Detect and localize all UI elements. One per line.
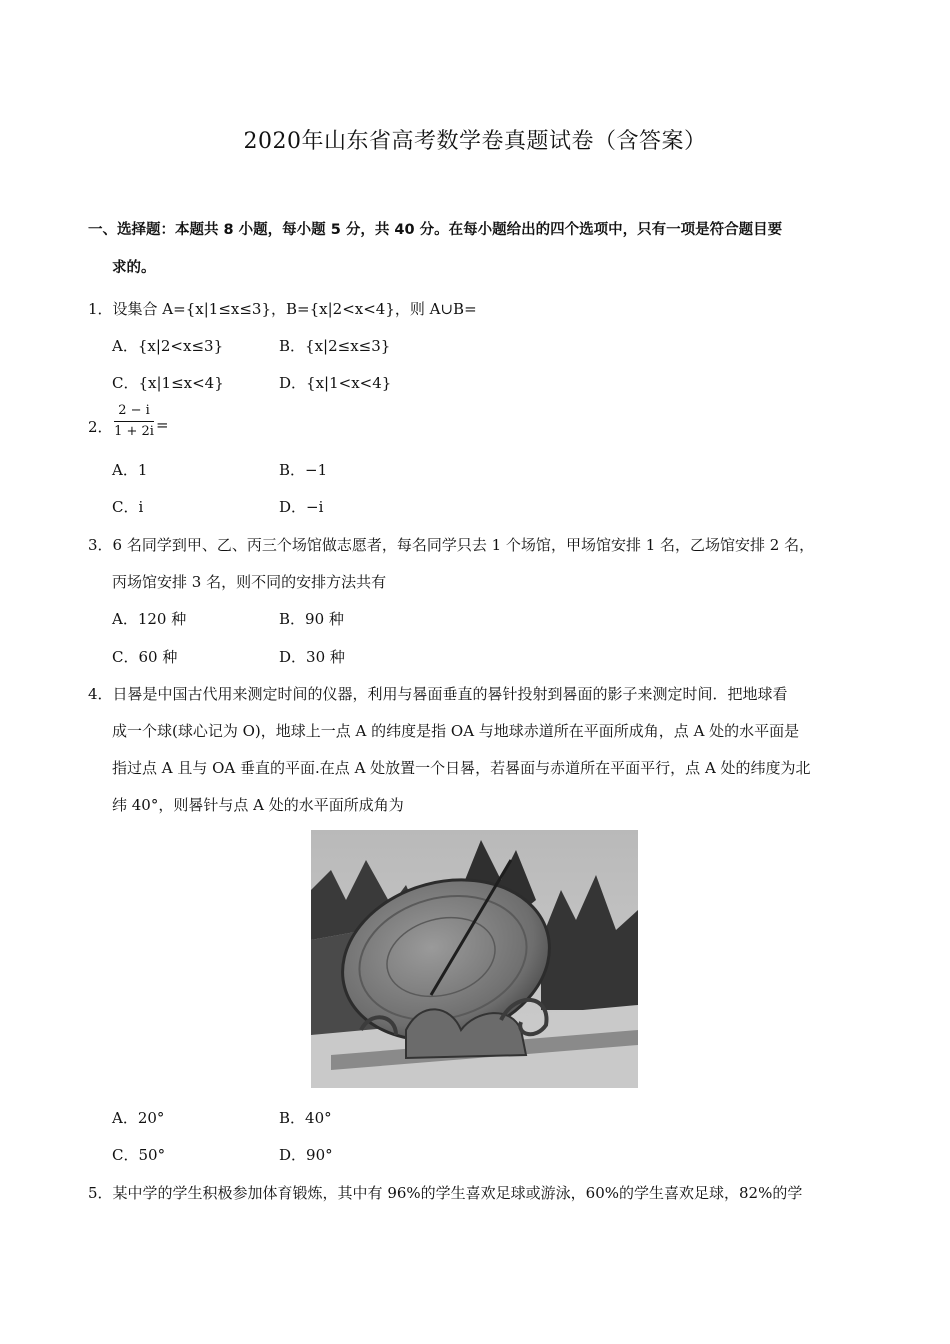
fraction-denominator: 1 + 2i bbox=[114, 424, 154, 439]
section-heading-cont: 求的。 bbox=[112, 260, 156, 276]
question-1-stem: 1．设集合 A={x|1≤x≤3}，B={x|2<x<4}，则 A∪B= bbox=[88, 300, 477, 318]
question-1-option-a: A．{x|2<x≤3} bbox=[112, 337, 224, 355]
question-4-option-a: A．20° bbox=[112, 1109, 165, 1127]
question-2-option-b: B．−1 bbox=[279, 461, 328, 479]
question-4-line-4: 纬 40°，则晷针与点 A 处的水平面所成角为 bbox=[112, 796, 404, 814]
question-3-option-b: B．90 种 bbox=[279, 610, 344, 628]
question-1-option-d: D．{x|1<x<4} bbox=[279, 374, 392, 392]
question-4-line-3: 指过点 A 且与 OA 垂直的平面.在点 A 处放置一个日晷，若晷面与赤道所在平面平行，点 A 处的纬度为北 bbox=[112, 759, 811, 777]
question-1-option-b: B．{x|2≤x≤3} bbox=[279, 337, 391, 355]
page-title: 2020年山东省高考数学卷真题试卷（含答案） bbox=[243, 129, 707, 154]
question-2-option-a: A．1 bbox=[112, 461, 148, 479]
question-3-option-c: C．60 种 bbox=[112, 648, 178, 666]
sundial-photo bbox=[311, 830, 638, 1088]
question-2-fraction bbox=[114, 403, 154, 441]
question-4-option-d: D．90° bbox=[279, 1146, 333, 1164]
fraction-numerator: 2 − i bbox=[114, 403, 154, 422]
question-2-number: 2． bbox=[88, 418, 113, 436]
section-heading: 一、选择题：本题共 8 小题，每小题 5 分，共 40 分。在每小题给出的四个选项中，只有一项是符合题目要 bbox=[88, 222, 783, 238]
question-1-option-c: C．{x|1≤x<4} bbox=[112, 374, 224, 392]
question-4-line-1: 4．日晷是中国古代用来测定时间的仪器，利用与晷面垂直的晷针投射到晷面的影子来测定时间．把地球看 bbox=[88, 685, 788, 703]
question-3-line-1: 3．6 名同学到甲、乙、丙三个场馆做志愿者，每名同学只去 1 个场馆，甲场馆安排 1 名，乙场馆安排 2 名， bbox=[88, 536, 815, 554]
question-3-option-d: D．30 种 bbox=[279, 648, 345, 666]
question-2-equals: = bbox=[156, 416, 169, 434]
question-2-option-d: D．−i bbox=[279, 498, 324, 516]
question-4-line-2: 成一个球(球心记为 O)，地球上一点 A 的纬度是指 OA 与地球赤道所在平面所成角，点 A 处的水平面是 bbox=[112, 722, 800, 740]
question-4-option-b: B．40° bbox=[279, 1109, 332, 1127]
question-2-option-c: C．i bbox=[112, 498, 144, 516]
question-5-line-1: 5．某中学的学生积极参加体育锻炼，其中有 96%的学生喜欢足球或游泳，60%的学生喜欢足球，82%的学 bbox=[88, 1184, 803, 1202]
question-4-option-c: C．50° bbox=[112, 1146, 166, 1164]
question-3-line-2: 丙场馆安排 3 名，则不同的安排方法共有 bbox=[112, 573, 387, 591]
question-3-option-a: A．120 种 bbox=[112, 610, 187, 628]
